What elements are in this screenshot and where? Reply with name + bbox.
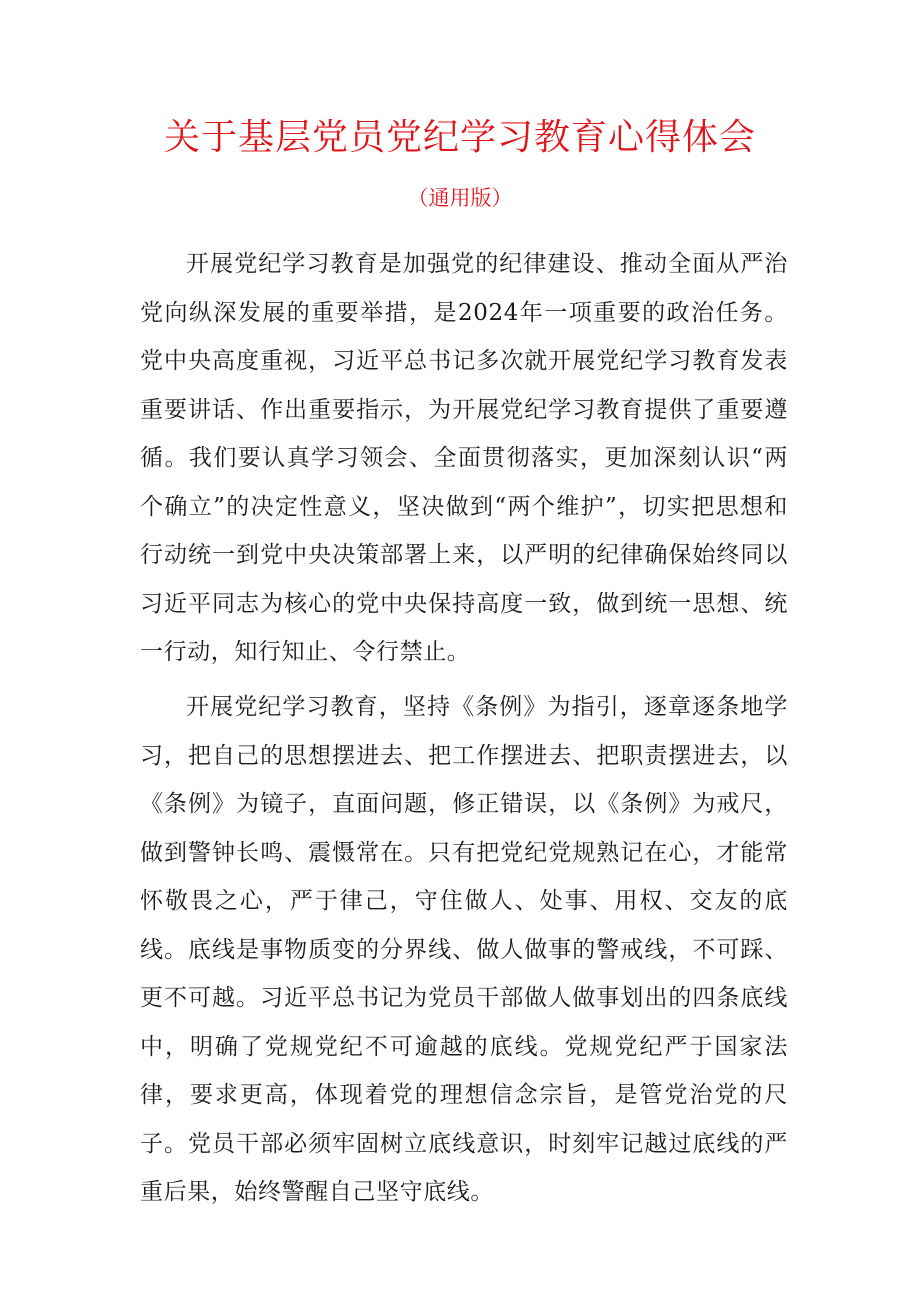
body-paragraph: 开展党纪学习教育是加强党的纪律建设、推动全面从严治党向纵深发展的重要举措，是2024年一项重要的政治任务。党中央高度重视，习近平总书记多次就开展党纪学习教育发表重要讲话、作出重要指示，为开展党纪学习教育提供了重要遵循。我们要认真学习领会、全面贯彻落实，更加深刻认识“两个确立”的决定性意义，坚决做到“两个维护”，切实把思想和行动统一到党中央决策部署上来，以严明的纪律确保始终同以习近平同志为核心的党中央保持高度一致，做到统一思想、统一行动，知行知止、令行禁止。: [140, 251, 788, 665]
body-paragraph: 开展党纪学习教育，坚持《条例》为指引，逐章逐条地学习，把自己的思想摆进去、把工作摆进去、把职责摆进去，以《条例》为镜子，直面问题，修正错误，以《条例》为戒尺，做到警钟长鸣、震慑常在。只有把党纪党规熟记在心，才能常怀敬畏之心，严于律己，守住做人、处事、用权、交友的底线。底线是事物质变的分界线、做人做事的警戒线，不可踩、更不可越。习近平总书记为党员干部做人做事划出的四条底线中，明确了党规党纪不可逾越的底线。党规党纪严于国家法律，要求更高，体现着党的理想信念宗旨，是管党治党的尺子。党员干部必须牢固树立底线意识，时刻牢记越过底线的严重后果，始终警醒自己坚守底线。: [140, 694, 788, 1205]
document-title: 关于基层党员党纪学习教育心得体会: [163, 117, 756, 158]
document-subtitle: （通用版）: [407, 186, 513, 210]
